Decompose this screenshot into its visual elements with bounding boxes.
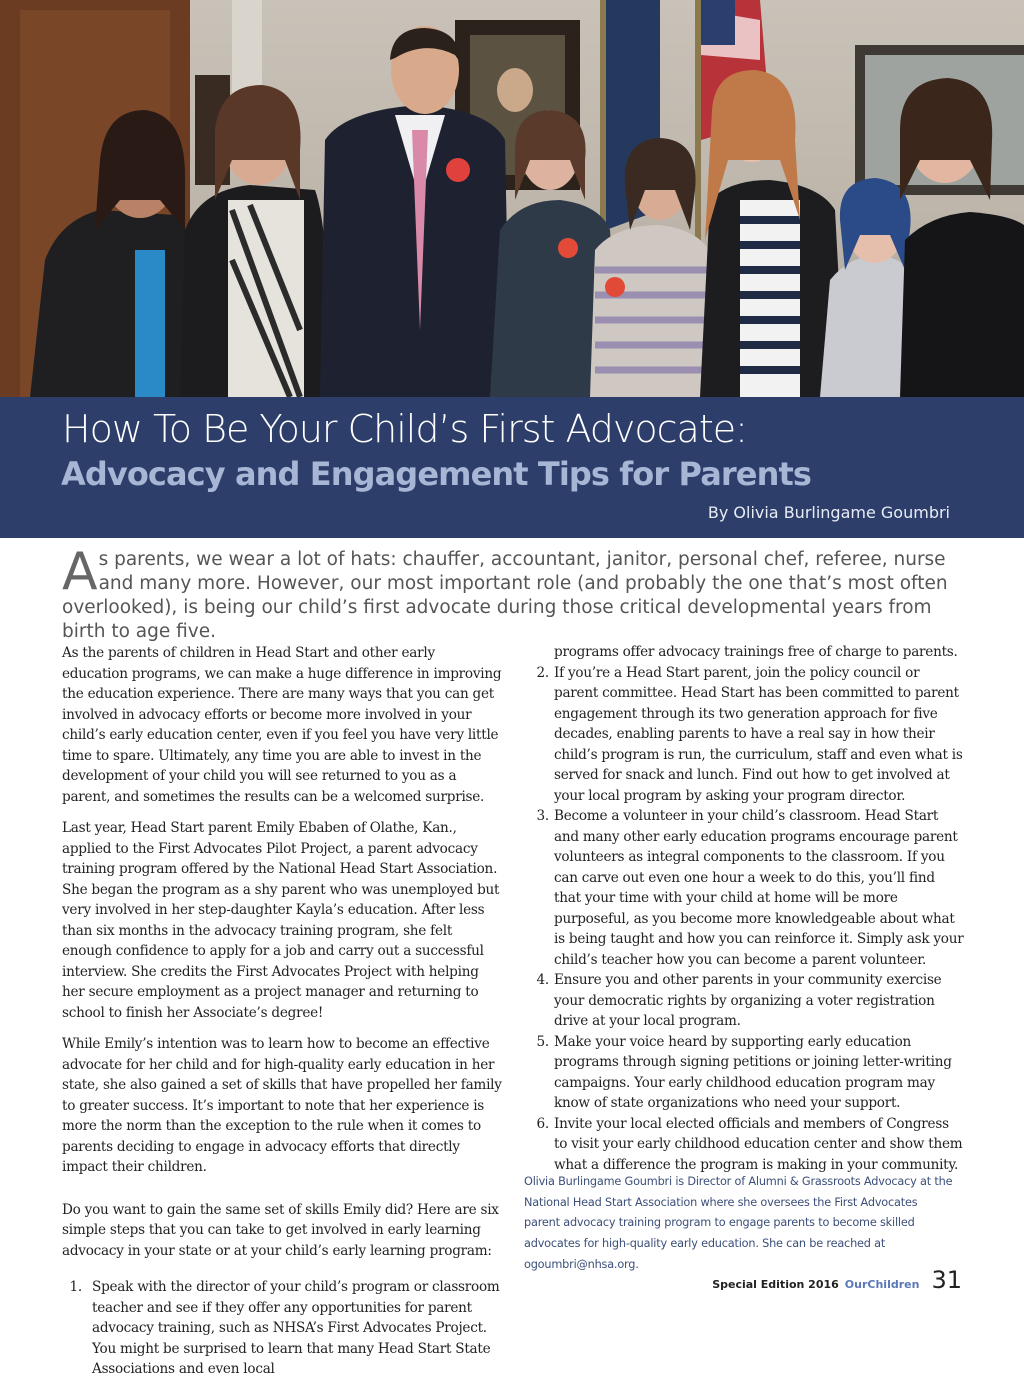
list-item — [529, 1032, 965, 1114]
body-paragraph: As the parents of children in Head Start and other early education programs, we can make a huge difference in improving the education experience. There are many ways that you can get involved in advocacy efforts or become more involved in your child’s early education center, even if you feel you have very little time to spare. Ultimately, any time you are able to invest in the development of your child you will see returned to you as a parent, and sometimes the results can be a welcomed surprise. — [62, 645, 502, 805]
edition-label: Special Edition 2016 — [712, 1278, 839, 1291]
steps-list — [62, 1277, 502, 1380]
list-number: 6. — [536, 1115, 549, 1132]
intro-text: s parents, we wear a lot of hats: chauffer, accountant, janitor, personal chef, referee, nurse and many more. However, our most important role (and probably the one that’s most often overlooked), is being our child’s first advocate during those critical developmental years from birth to age five. — [62, 549, 948, 642]
group-photo — [0, 0, 1024, 397]
list-text: Ensure you and other parents in your community exercise your democratic rights by organizing a voter registration drive at your local program. — [554, 972, 942, 1029]
left-column — [62, 643, 502, 1380]
list-number: 3. — [536, 808, 549, 824]
article-title: How To Be Your Child’s First Advocate: — [62, 407, 747, 451]
list-text: Speak with the director of your child’s program or classroom teacher and see if they offer any opportunities for parent advocacy training, such as NHSA’s First Advocates Project. You might be surprised to learn that many Head Start State Associations and even local — [92, 1279, 500, 1377]
list-item — [62, 1277, 502, 1380]
magazine-name: OurChildren — [844, 1278, 920, 1291]
list-item — [529, 1114, 965, 1176]
list-item — [529, 970, 965, 1032]
list-number: 1. — [69, 1279, 82, 1295]
page-number: 31 — [931, 1266, 962, 1294]
steps-list — [529, 663, 965, 1176]
list-text: Become a volunteer in your child’s classroom. Head Start and many other early education programs encourage parent volunteers as integral components to the classroom. If you can carve out even one hour a week to do this, you’ll find that your time with your child at home will be more purposeful, as you become more knowledgeable about what is being taught and how you can reinforce it. Simply ask your child’s teacher how you can become a parent volunteer. — [554, 808, 964, 968]
author-bio: Olivia Burlingame Goumbri is Director of Alumni & Grassroots Advocacy at the National Head Start Association where she oversees the First Advocates parent advocacy training program to engage parents to become skilled advocates for high-quality early education. She can be reached at ogoumbri@nhsa.org. — [524, 1175, 953, 1271]
list-text: Make your voice heard by supporting early education programs through signing petitions or joining letter-writing campaigns. Your early childhood education program may know of state organizations who need your support. — [554, 1033, 952, 1111]
group-photo-icon — [0, 0, 1024, 397]
page-footer — [712, 1266, 962, 1294]
article-subtitle: Advocacy and Engagement Tips for Parents — [61, 455, 812, 493]
list-text: Invite your local elected officials and members of Congress to visit your early childhood education center and show them what a difference the program is making in your community. — [554, 1115, 963, 1173]
list-text: If you’re a Head Start parent, join the policy council or parent committee. Head Start has been committed to parent engagement through its two generation approach for five decades, enabling parents to have a real say in how their child’s program is run, the curriculum, staff and even what is served for snack and lunch. Find out how to get involved at your local program by asking your program director. — [554, 664, 963, 804]
body-paragraph: While Emily’s intention was to learn how to become an effective advocate for her child and for high-quality early education in her state, she also gained a set of skills that have propelled her family to greater success. It’s important to note that her experience is more the norm than the exception to the rule when it comes to parents deciding to engage in advocacy efforts that directly impact their children. — [62, 1036, 502, 1175]
list-item — [529, 663, 965, 807]
list-item — [529, 806, 965, 970]
right-column — [529, 642, 965, 1175]
list-continuation: programs offer advocacy trainings free of charge to parents. — [554, 644, 958, 660]
dropcap: A — [62, 542, 98, 602]
intro-paragraph — [62, 542, 962, 644]
body-paragraph: Do you want to gain the same set of skills Emily did? Here are six simple steps that you can take to get involved in early learning advocacy in your state or at your child’s early learning program: — [62, 1201, 499, 1259]
list-number: 4. — [536, 972, 549, 988]
body-paragraph: Last year, Head Start parent Emily Ebaben of Olathe, Kan., applied to the First Advocates Pilot Project, a parent advocacy training program offered by the National Head Start Association. She began the program as a shy parent who was unemployed but very involved in her step-daughter Kayla’s education. After less than six months in the advocacy training program, she felt enough confidence to apply for a job and carry out a successful interview. She credits the First Advocates Project with helping her secure employment as a project manager and returning to school to finish her Associate’s degree! — [62, 820, 500, 1021]
list-number: 5. — [536, 1033, 549, 1050]
list-number: 2. — [536, 664, 549, 681]
byline: By Olivia Burlingame Goumbri — [707, 503, 950, 522]
